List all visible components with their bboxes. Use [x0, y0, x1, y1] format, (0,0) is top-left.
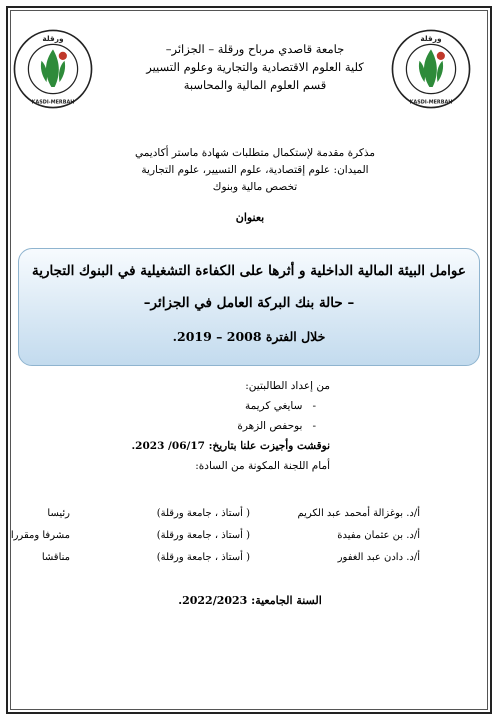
svg-text:ورقلة: ورقلة [420, 34, 442, 44]
jury-role: مناقشا [41, 552, 70, 563]
jury-heading: أمام اللجنة المكونة من السادة: [195, 460, 330, 472]
jury-affiliation: ( أستاذ ، جامعة ورقلة) [156, 552, 250, 563]
university-header [140, 40, 370, 94]
faculty-name: كلية العلوم الاقتصادية والتجارية وعلوم التسيير [146, 60, 364, 74]
student-2: - بوحفص الزهرة [237, 420, 316, 432]
svg-text:ورقلة: ورقلة [42, 34, 64, 44]
jury-row [0, 552, 500, 574]
students-section [132, 376, 331, 476]
students-heading: من إعداد الطالبتين: [245, 380, 330, 392]
jury-affiliation: ( أستاذ ، جامعة ورقلة) [156, 508, 250, 519]
student-1-name: سايغي كريمة [244, 400, 303, 412]
department-name: قسم العلوم المالية والمحاسبة [183, 78, 327, 92]
titled-label: بعنوان [235, 211, 265, 224]
thesis-title-period: خلال الفترة 2008 – 2019. [172, 329, 326, 344]
jury-name: أ/د. دادن عبد الغفور [337, 552, 420, 563]
svg-text:KASDI-MERBAH: KASDI-MERBAH [31, 99, 75, 106]
jury-name: أ/د. بن عثمان مفيدة [337, 530, 420, 541]
student-2-name: بوحفص الزهرة [237, 420, 303, 432]
svg-text:KASDI-MERBAH: KASDI-MERBAH [409, 99, 453, 106]
jury-row [0, 530, 500, 552]
jury-affiliation: ( أستاذ ، جامعة ورقلة) [156, 530, 250, 541]
memo-purpose: مذكرة مقدمة لإستكمال متطلبات شهادة ماستر أكاديمي [134, 147, 376, 159]
defense-date: نوقشت وأجيزت علنا بتاريخ: 06/17/ 2023. [131, 440, 330, 452]
thesis-title-box [18, 248, 480, 366]
jury-role: مشرفا ومقررا [10, 530, 70, 541]
university-logo-left [12, 28, 94, 110]
jury-name: أ/د. بوغزالة أمحمد عبد الكريم [297, 508, 420, 519]
memo-specialty: تخصص مالية وبنوك [212, 181, 298, 193]
academic-year: السنة الجامعية: 2022/2023. [178, 594, 322, 607]
university-logo-right [390, 28, 472, 110]
thesis-title-line2: – حالة بنك البركة العامل في الجزائر– [143, 295, 355, 311]
memo-field: الميدان: علوم إقتصادية، علوم التسيير، علوم التجارية [141, 164, 369, 176]
university-name: جامعة قاصدي مرباح ورقلة – الجزائر– [165, 42, 345, 56]
jury-role: رئيسا [47, 508, 70, 519]
thesis-title-line1: عوامل البيئة المالية الداخلية و أثرها على الكفاءة التشغيلية في البنوك التجارية [32, 263, 466, 279]
jury-row [0, 508, 500, 530]
student-1: - سايغي كريمة [244, 400, 316, 412]
memo-info [100, 145, 410, 196]
